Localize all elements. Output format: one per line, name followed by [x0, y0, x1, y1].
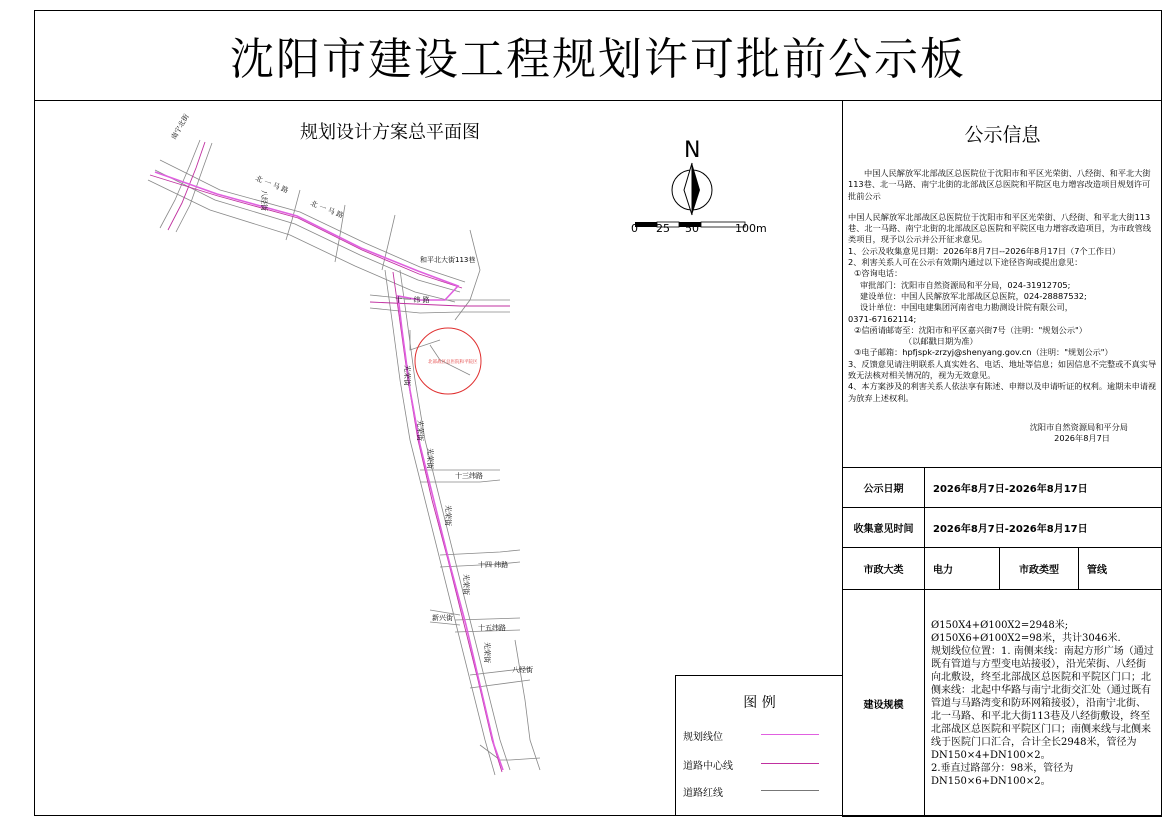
road-label-beiyima2: 北 一 马 路	[309, 199, 345, 220]
notice-email: ③电子邮箱：hpfjspk-zrzyj@shenyang.gov.cn（注明："规划公示"）	[854, 347, 1113, 358]
notice-dept2: 建设单位：中国人民解放军北部战区总医院，024-28887532;	[860, 290, 1087, 301]
value-scale	[925, 590, 1162, 817]
road-label-bajing: 八经街	[260, 190, 268, 211]
road-label-guangrong2: 光荣街	[416, 420, 424, 441]
road-label-shiwuwei: 十五纬路	[478, 624, 506, 632]
circle-label: 北部战区总医院和平院区	[428, 360, 478, 365]
road-label-guangrong5: 光荣街	[462, 574, 470, 595]
value-publish-date: 2026年8月7日-2026年8月17日	[925, 468, 1162, 508]
legend-line-redline	[761, 790, 819, 791]
legend-label-route: 规划线位	[683, 732, 723, 743]
legend	[675, 675, 842, 816]
road-label-guangrong1: 光荣街	[403, 365, 411, 386]
notice-consult: ①咨询电话：	[854, 268, 903, 279]
scale-line1: Ø150X4+Ø100X2=2948米;	[931, 619, 1069, 631]
notice-item2: 2、利害关系人可在公示有效期内通过以下途径咨询或提出意见：	[848, 257, 1083, 268]
notice-sign-org: 沈阳市自然资源局和平分局	[1029, 421, 1128, 432]
road-red-lines	[148, 140, 540, 775]
info-table	[842, 467, 1162, 817]
road-label-shiyiwei: 十 一 纬 路	[395, 296, 430, 304]
north-arrow	[672, 138, 712, 215]
scale-25: 25	[656, 222, 670, 235]
notice-intro: 中国人民解放军北部战区总医院位于沈阳市和平区光荣街、八经街、和平北大街113巷、北一马路、南宁北街的北部战区总医院和平院区电力增容改造项目规划许可批前公示	[848, 168, 1151, 201]
notice-body: 中国人民解放军北部战区总医院位于沈阳市和平区光荣街、八经街、和平北大街113巷、北一马路、南宁北街的北部战区总医院和平院区电力增容改造项目，为市政管线类项目，现予以公示并公开征求意见。	[848, 211, 1151, 245]
label-collect-date: 收集意见时间	[843, 508, 925, 548]
road-label-heping113: 和平北大街113巷	[420, 256, 476, 264]
label-scale: 建设规模	[843, 590, 925, 817]
notice-mail2: （以邮戳日期为准）	[904, 336, 978, 347]
page-title: 沈阳市建设工程规划许可批前公示板	[34, 10, 1162, 101]
road-label-beiyima: 北 一 马 路	[254, 174, 290, 195]
notice-mail: ②信函请邮寄至：沈阳市和平区嘉兴街7号（注明："规划公示"）	[854, 324, 1087, 335]
legend-line-centerline	[761, 763, 819, 764]
scale-bar	[631, 222, 767, 235]
road-center-lines	[150, 142, 510, 772]
road-label-guangrong3: 光荣街	[426, 448, 434, 469]
road-label-xinxing: 新兴街	[432, 614, 453, 622]
road-label-guangrong6: 光荣街	[483, 642, 491, 663]
notice-text	[848, 168, 1158, 445]
notice-sign-date: 2026年8月7日	[1054, 433, 1110, 444]
legend-label-redline: 道路红线	[683, 788, 723, 799]
value-type: 管线	[1079, 548, 1162, 590]
scale-100m: 100m	[735, 222, 767, 235]
legend-label-centerline: 道路中心线	[683, 761, 733, 772]
notice-dept1: 审批部门：沈阳市自然资源局和平分局，024-31912705;	[860, 279, 1071, 290]
value-category: 电力	[925, 548, 1000, 590]
label-type: 市政类型	[1000, 548, 1079, 590]
road-label-nanning: 南宁北街	[169, 112, 191, 141]
info-title: 公示信息	[964, 124, 1041, 146]
map-title: 规划设计方案总平面图	[300, 122, 480, 143]
label-publish-date: 公示日期	[843, 468, 925, 508]
road-label-guangrong4: 光荣街	[444, 505, 452, 526]
scale-50: 50	[685, 222, 699, 235]
notice-item3: 3、反馈意见请注明联系人真实姓名、电话、地址等信息；如因信息不完整或不真实导致无法核对相关情况的，视为无效意见。	[848, 358, 1157, 381]
scale-line4: 2.垂直过路部分：98米，管径为DN150×6+DN100×2。	[931, 762, 1074, 787]
notice-item4: 4、本方案涉及的利害关系人依法享有陈述、申辩以及申请听证的权利。逾期未申请视为放弃上述权利。	[848, 381, 1157, 403]
scale-line2: Ø150X6+Ø100X2=98米，共计3046米.	[931, 632, 1121, 644]
legend-title: 图 例	[743, 695, 776, 711]
road-label-shisanwei: 十三纬路	[455, 472, 483, 480]
notice-dept3b: 0371-67162114;	[848, 313, 917, 324]
value-collect-date: 2026年8月7日-2026年8月17日	[925, 508, 1162, 548]
legend-line-route	[761, 734, 819, 735]
label-category: 市政大类	[843, 548, 925, 590]
notice-item1: 1、公示及收集意见日期：2026年8月7日--2026年8月17日（7个工作日）	[848, 245, 1121, 256]
north-label: N	[684, 138, 701, 163]
scale-0: 0	[631, 222, 638, 235]
scale-line3: 规划线位位置：1. 南侧来线：南起方形广场（通过既有管道与方型变电站接驳），沿光荣街、八经街向北敷设，终至北部战区总医院和平院区门口；北侧来线：北起中华路与南宁北街交汇处（通过既有管道与马路湾变和防环网箱接驳），沿南宁北街、北一马路、和平北大街113巷及八经街敷设，终至北部战区总医院和平院区门口；南侧来线与北侧来线于医院门口汇合，合计全长2948米，管径为DN150×4+DN100×2。	[931, 645, 1154, 761]
notice-dept3: 设计单位：中国电建集团河南省电力勘测设计院有限公司，	[860, 302, 1073, 313]
road-label-bajing2: 八经街	[512, 666, 533, 674]
road-label-shisiwei: 十四 纬路	[478, 561, 509, 569]
